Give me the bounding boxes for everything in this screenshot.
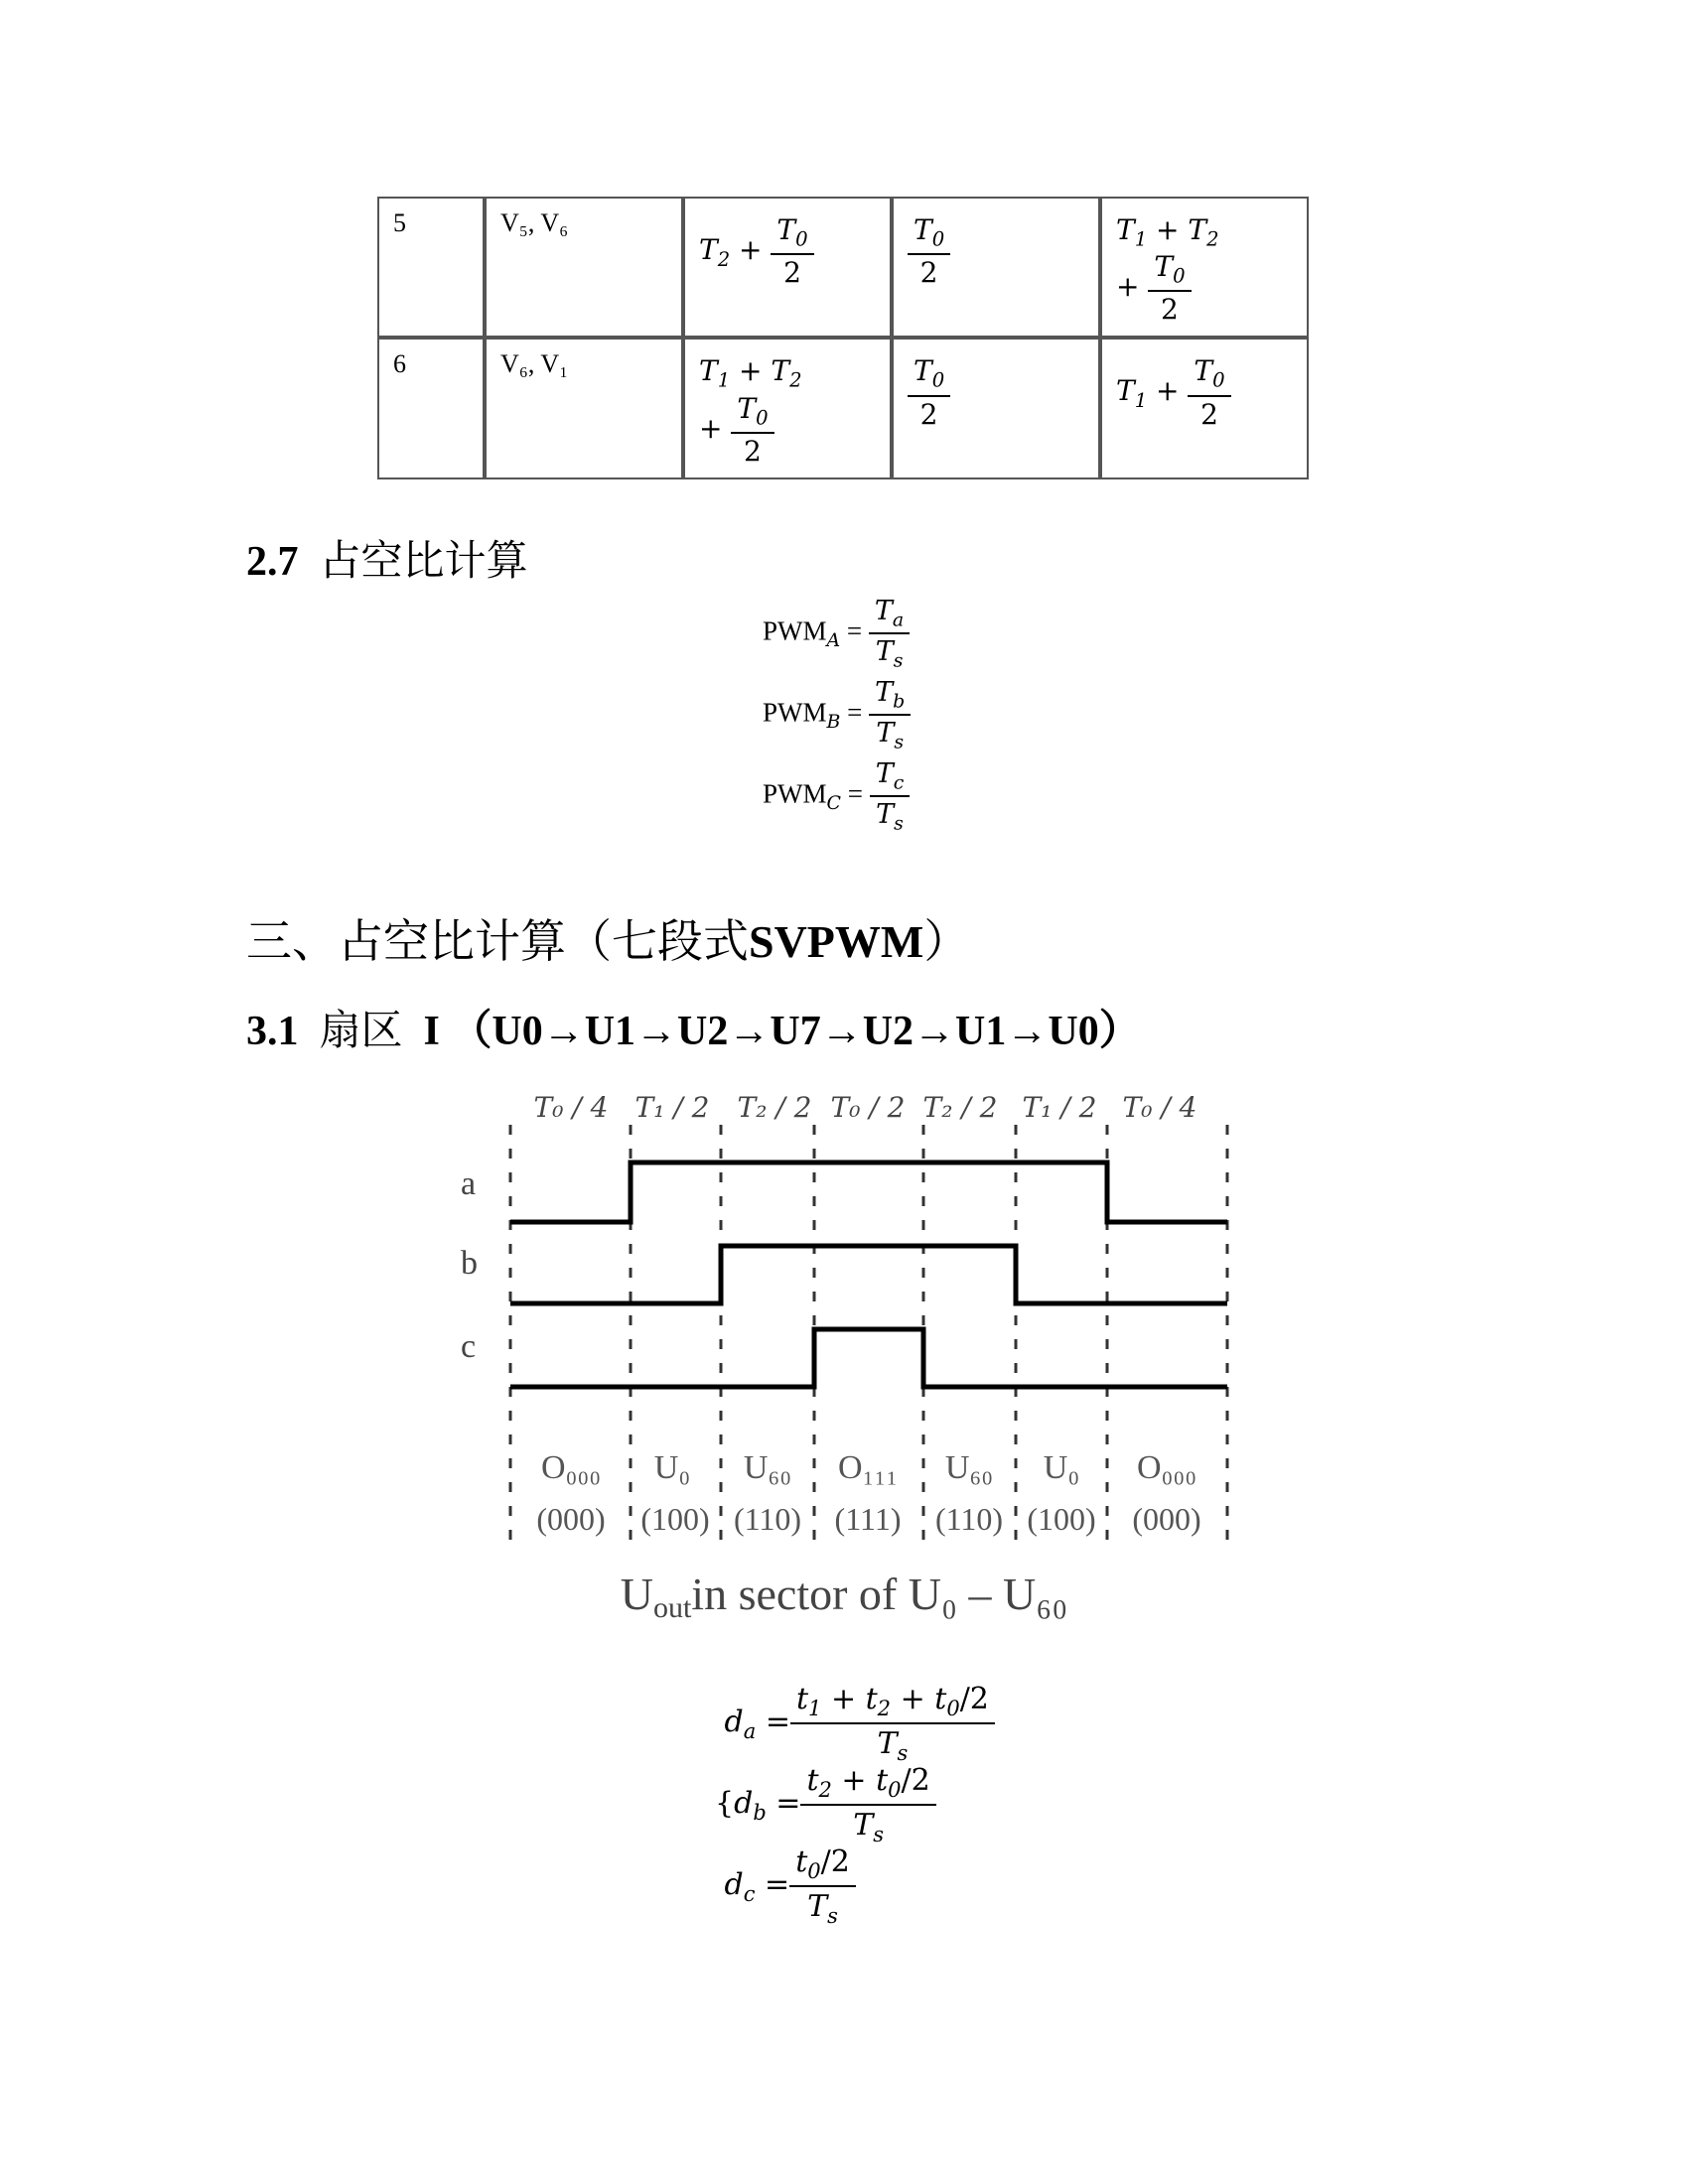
sector-cell: 6 — [377, 338, 485, 478]
svg-text:Uoutin sector of U₀ – U₆₀: Uoutin sector of U₀ – U₆₀ — [620, 1569, 1068, 1624]
formula-cell: $T_1 + T_2$ + $\frac{T_0}{2}$ — [683, 338, 892, 478]
formula-cell: $\frac{T_0}{2}$ — [892, 197, 1100, 338]
code-label: (000) — [536, 1501, 606, 1537]
formula-cell: $T_2$ + $\frac{T_0}{2}$ — [683, 197, 892, 338]
signal-label-a: a — [461, 1165, 477, 1202]
top-labels — [534, 1091, 1197, 1124]
vector-label: O₁₁₁ — [837, 1449, 899, 1486]
table-row — [377, 197, 1309, 338]
code-label: (111) — [834, 1501, 902, 1537]
pwm-b-formula: $PWM_B$ = $\frac{T_b}{T_s}$ — [763, 677, 911, 753]
duty-cycle-equations — [715, 1683, 995, 1927]
top-label: T₂ / 2 — [922, 1091, 998, 1124]
section-title: 占空比计算 — [319, 539, 528, 585]
waveform-c — [510, 1329, 1227, 1387]
top-label: T₀ / 4 — [1122, 1091, 1197, 1124]
code-label: (100) — [1027, 1501, 1096, 1537]
table-row — [377, 338, 1309, 478]
signal-label-c: c — [461, 1328, 477, 1365]
pwm-a-formula: $PWM_A$ = $\frac{T_a}{T_s}$ — [763, 596, 910, 672]
eq-db: {$d_b$ = $\frac{t_2 + t_0/2}{T_s}$ — [715, 1764, 995, 1845]
vectors-cell: V₆, V₁ — [485, 338, 683, 478]
sector-cell: 5 — [377, 197, 485, 338]
section-2-7-heading — [246, 528, 528, 588]
time-table — [377, 197, 1309, 479]
signal-label-b: b — [461, 1245, 478, 1282]
eq-dc: $d_c$ = $\frac{t_0/2}{T_s}$ — [715, 1845, 995, 1927]
svpwm-timing-figure — [437, 1087, 1251, 1643]
top-label: T₁ / 2 — [1022, 1091, 1097, 1124]
eq-da: $d_a$ = $\frac{t_1 + t_2 + t_0/2}{T_s}$ — [715, 1683, 995, 1764]
vector-label: U₀ — [1043, 1449, 1080, 1486]
vector-label: U₀ — [653, 1449, 691, 1486]
figure-caption — [621, 1569, 1068, 1624]
signal-labels — [461, 1165, 478, 1365]
code-label: (110) — [733, 1501, 802, 1537]
vector-label: O₀₀₀ — [540, 1449, 602, 1486]
top-label: T₀ / 4 — [533, 1091, 609, 1124]
waveform-a — [510, 1162, 1227, 1222]
code-labels — [536, 1501, 1200, 1537]
vector-label: O₀₀₀ — [1136, 1449, 1197, 1486]
code-label: (000) — [1132, 1501, 1201, 1537]
vector-label: U₆₀ — [743, 1449, 792, 1486]
vectors-cell: V₅, V₆ — [485, 197, 683, 338]
section-number: 2.7 — [246, 539, 299, 585]
code-label: (110) — [934, 1501, 1004, 1537]
top-label: T₂ / 2 — [737, 1091, 812, 1124]
formula-cell: $T_1$ + $\frac{T_0}{2}$ — [1100, 338, 1309, 478]
section-3-heading: 三、占空比计算（七段式SVPWM） — [246, 916, 970, 967]
formula-cell: $\frac{T_0}{2}$ — [892, 338, 1100, 478]
waveform-b — [510, 1246, 1227, 1303]
pwm-c-formula: $PWM_C$ = $\frac{T_c}{T_s}$ — [763, 758, 910, 835]
section-3-1-heading: 3.1 扇区 I （U0→U1→U2→U7→U2→U1→U0） — [246, 1009, 1141, 1054]
top-label: T₁ / 2 — [634, 1091, 710, 1124]
code-label: (100) — [640, 1501, 710, 1537]
vector-labels — [541, 1449, 1196, 1486]
formula-cell: $T_1 + T_2$ + $\frac{T_0}{2}$ — [1100, 197, 1309, 338]
top-label: T₀ / 2 — [830, 1091, 906, 1124]
vector-label: U₆₀ — [944, 1449, 994, 1486]
